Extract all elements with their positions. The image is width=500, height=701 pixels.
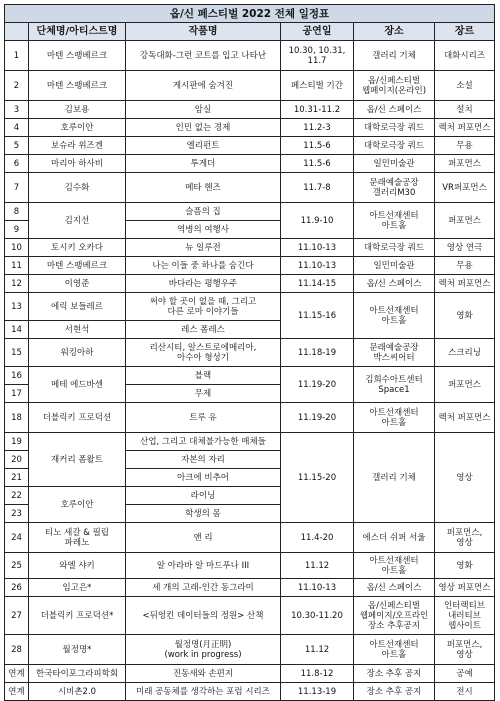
date-cell: 11.7-8 — [281, 173, 354, 203]
date-cell: 11.4-20 — [281, 523, 354, 553]
table-row — [5, 155, 495, 173]
genre-cell: 퍼포먼스 — [435, 367, 495, 403]
row-number: 20 — [5, 451, 29, 469]
table-row — [5, 403, 495, 433]
work-cell: 엘리펀트 — [126, 137, 281, 155]
artist-cell: 마텐 스팽베르크 — [29, 71, 126, 101]
date-cell: 11.8-12 — [281, 665, 354, 683]
artist-cell: 임고은* — [29, 579, 126, 597]
table-row — [5, 275, 495, 293]
work-cell: 산업, 그리고 대체불가능한 매체들 — [126, 433, 281, 451]
venue-cell: 대학로극장 쿼드 — [354, 239, 435, 257]
artist-cell: 김수화 — [29, 173, 126, 203]
date-cell: 10.30-11.20 — [281, 597, 354, 635]
row-number: 23 — [5, 505, 29, 523]
row-number: 22 — [5, 487, 29, 505]
genre-cell: 설치 — [435, 101, 495, 119]
work-cell: 자본의 자리 — [126, 451, 281, 469]
header-venue: 장소 — [354, 23, 435, 41]
work-cell: 슬픔의 집 — [126, 203, 281, 221]
venue-cell: 대학로극장 쿼드 — [354, 137, 435, 155]
genre-cell: 영상 연극 — [435, 239, 495, 257]
work-cell: 나는 이들 중 하나를 숨긴다 — [126, 257, 281, 275]
artist-cell: 티노 세갈 & 필립 파레노 — [29, 523, 126, 553]
work-cell: 인민 없는 경제 — [126, 119, 281, 137]
artist-cell: 김지선 — [29, 203, 126, 239]
row-number: 28 — [5, 635, 29, 665]
venue-cell: 옵/신 스페이스 — [354, 275, 435, 293]
work-cell: 세 개의 고래-인간 동그라미 — [126, 579, 281, 597]
venue-cell: 아트선재센터 아트홀 — [354, 203, 435, 239]
row-number: 27 — [5, 597, 29, 635]
date-cell: 11.19-20 — [281, 403, 354, 433]
table-row — [5, 339, 495, 367]
artist-cell: 토시키 오카다 — [29, 239, 126, 257]
genre-cell: 퍼포먼스, 영상 — [435, 523, 495, 553]
artist-cell: 에릭 보들레르 — [29, 293, 126, 321]
table-row — [5, 579, 495, 597]
work-cell: 트루 유 — [126, 403, 281, 433]
venue-cell: 갤러리 기체 — [354, 41, 435, 71]
date-cell: 11.13-19 — [281, 683, 354, 701]
work-cell: 리산시티, 알스트로에메리아, 아수아 형성기 — [126, 339, 281, 367]
venue-cell: 갤러리 기체 — [354, 433, 435, 523]
row-number: 4 — [5, 119, 29, 137]
work-cell: 앤 리 — [126, 523, 281, 553]
date-cell: 페스티벌 기간 — [281, 71, 354, 101]
genre-cell: 퍼포먼스 — [435, 203, 495, 239]
row-number: 15 — [5, 339, 29, 367]
artist-cell: 와엘 샤키 — [29, 553, 126, 579]
artist-cell: 재커리 폼왈트 — [29, 433, 126, 487]
date-cell: 10.30, 10.31, 11.7 — [281, 41, 354, 71]
genre-cell: 영화 — [435, 293, 495, 339]
artist-cell: 워킹아하 — [29, 339, 126, 367]
row-number: 24 — [5, 523, 29, 553]
artist-cell: 호루이안 — [29, 119, 126, 137]
work-cell: 미래 공동체를 생각하는 포럼 시리즈 — [126, 683, 281, 701]
row-number: 11 — [5, 257, 29, 275]
header-artist: 단체명/아티스트명 — [29, 23, 126, 41]
row-number: 8 — [5, 203, 29, 221]
artist-cell: 메테 에드바센 — [29, 367, 126, 403]
row-number: 12 — [5, 275, 29, 293]
row-number: 2 — [5, 71, 29, 101]
venue-cell: 문래예술공장 박스씨어터 — [354, 339, 435, 367]
genre-cell: 무용 — [435, 257, 495, 275]
table-row — [5, 665, 495, 683]
row-number: 17 — [5, 385, 29, 403]
date-cell: 11.18-19 — [281, 339, 354, 367]
work-cell: 레스 폼레스 — [126, 321, 281, 339]
table-row — [5, 203, 495, 221]
row-number: 26 — [5, 579, 29, 597]
work-cell: 블랙 — [126, 367, 281, 385]
row-number: 19 — [5, 433, 29, 451]
table-row — [5, 433, 495, 451]
genre-cell: 영화 — [435, 553, 495, 579]
header-number — [5, 23, 29, 41]
date-cell: 11.12 — [281, 553, 354, 579]
table-row — [5, 597, 495, 635]
date-cell: 11.9-10 — [281, 203, 354, 239]
row-number: 9 — [5, 221, 29, 239]
work-cell: 아크에 비추어 — [126, 469, 281, 487]
genre-cell: 영상 — [435, 433, 495, 523]
title-row — [5, 5, 495, 23]
genre-cell: 대화시리즈 — [435, 41, 495, 71]
date-cell: 11.12 — [281, 635, 354, 665]
work-cell: 바다라는 평행우주 — [126, 275, 281, 293]
artist-cell: 서현석 — [29, 321, 126, 339]
work-cell: 역병의 여행사 — [126, 221, 281, 239]
venue-cell: 옵/신페스티벌 웹페이지/오프라인 장소 추후공지 — [354, 597, 435, 635]
row-number: 16 — [5, 367, 29, 385]
row-number: 13 — [5, 293, 29, 321]
row-number: 5 — [5, 137, 29, 155]
genre-cell: 퍼포먼스, 영상 — [435, 635, 495, 665]
table-row — [5, 137, 495, 155]
table-title: 옵/신 페스티벌 2022 전체 일정표 — [5, 5, 495, 23]
header-genre: 장르 — [435, 23, 495, 41]
venue-cell: 장소 추후 공지 — [354, 683, 435, 701]
date-cell: 11.5-6 — [281, 137, 354, 155]
row-number: 6 — [5, 155, 29, 173]
work-cell: 학생의 몸 — [126, 505, 281, 523]
table-row — [5, 683, 495, 701]
venue-cell: 옵/신 스페이스 — [354, 101, 435, 119]
genre-cell: 공예 — [435, 665, 495, 683]
artist-cell: 이영준 — [29, 275, 126, 293]
work-cell: 메타 헨즈 — [126, 173, 281, 203]
work-cell: 진동새와 손편지 — [126, 665, 281, 683]
work-cell: 강독대화-그런 코트를 입고 나타난 — [126, 41, 281, 71]
date-cell: 11.10-13 — [281, 257, 354, 275]
genre-cell: 전시 — [435, 683, 495, 701]
artist-cell: 더블릭키 프로덕션* — [29, 597, 126, 635]
row-number: 연계 — [5, 665, 29, 683]
artist-cell: 더블릭키 프로덕션 — [29, 403, 126, 433]
table-row — [5, 119, 495, 137]
work-cell: 뉴 일루전 — [126, 239, 281, 257]
artist-cell: 호루이안 — [29, 487, 126, 523]
genre-cell: 퍼포먼스 — [435, 155, 495, 173]
row-number: 14 — [5, 321, 29, 339]
date-cell: 11.10-13 — [281, 579, 354, 597]
date-cell: 11.5-6 — [281, 155, 354, 173]
schedule-sheet — [4, 4, 495, 701]
venue-cell: 일민미술관 — [354, 257, 435, 275]
venue-cell: 아트선재센터 아트홀 — [354, 635, 435, 665]
genre-cell: 렉처 퍼포먼스 — [435, 275, 495, 293]
table-row — [5, 173, 495, 203]
work-cell: 게시판에 숨겨진 — [126, 71, 281, 101]
date-cell: 11.19-20 — [281, 367, 354, 403]
header-date: 공연일 — [281, 23, 354, 41]
work-cell: 라이닝 — [126, 487, 281, 505]
venue-cell: 아트선재센터 아트홀 — [354, 403, 435, 433]
venue-cell: 옵/신페스티벌 웹페이지(온라인) — [354, 71, 435, 101]
header-work: 작품명 — [126, 23, 281, 41]
work-cell: 월정명(月正明) (work in progress) — [126, 635, 281, 665]
table-row — [5, 101, 495, 119]
genre-cell: 스크리닝 — [435, 339, 495, 367]
genre-cell: 렉처 퍼포먼스 — [435, 119, 495, 137]
work-cell: 무제 — [126, 385, 281, 403]
genre-cell: 렉처 퍼포먼스 — [435, 403, 495, 433]
artist-cell: 김보용 — [29, 101, 126, 119]
row-number: 25 — [5, 553, 29, 579]
venue-cell: 대학로극장 쿼드 — [354, 119, 435, 137]
work-cell: 암실 — [126, 101, 281, 119]
schedule-table — [4, 4, 495, 701]
table-row — [5, 71, 495, 101]
artist-cell: 한국타이포그라피학회 — [29, 665, 126, 683]
row-number: 10 — [5, 239, 29, 257]
venue-cell: 아트선재센터 아트홀 — [354, 553, 435, 579]
work-cell: 써야 할 곳이 없을 때, 그리고 다른 로마 이야기들 — [126, 293, 281, 321]
venue-cell: 김희수아트센터 Space1 — [354, 367, 435, 403]
genre-cell: 인터랙티브 내러티브 웹사이트 — [435, 597, 495, 635]
table-row — [5, 41, 495, 71]
artist-cell: 보슈라 위즈겐 — [29, 137, 126, 155]
date-cell: 11.15-20 — [281, 433, 354, 523]
genre-cell: 영상 퍼포먼스 — [435, 579, 495, 597]
artist-cell: 마텐 스팽베르크 — [29, 41, 126, 71]
table-row — [5, 553, 495, 579]
table-row — [5, 523, 495, 553]
table-row — [5, 293, 495, 321]
row-number: 3 — [5, 101, 29, 119]
venue-cell: 장소 추후 공지 — [354, 665, 435, 683]
genre-cell: VR퍼포먼스 — [435, 173, 495, 203]
work-cell: 투게더 — [126, 155, 281, 173]
venue-cell: 아트선재센터 아트홀 — [354, 293, 435, 339]
table-row — [5, 635, 495, 665]
row-number: 18 — [5, 403, 29, 433]
header-row — [5, 23, 495, 41]
venue-cell: 문래예술공장 갤러리M30 — [354, 173, 435, 203]
row-number: 연계 — [5, 683, 29, 701]
genre-cell: 소설 — [435, 71, 495, 101]
artist-cell: 마리아 하사비 — [29, 155, 126, 173]
artist-cell: 월정명* — [29, 635, 126, 665]
date-cell: 11.2-3 — [281, 119, 354, 137]
date-cell: 11.14-15 — [281, 275, 354, 293]
genre-cell: 무용 — [435, 137, 495, 155]
date-cell: 11.10-13 — [281, 239, 354, 257]
work-cell: 알 아라바 알 마드푸나 III — [126, 553, 281, 579]
table-row — [5, 239, 495, 257]
venue-cell: 일민미술관 — [354, 155, 435, 173]
row-number: 1 — [5, 41, 29, 71]
table-row — [5, 367, 495, 385]
artist-cell: 마텐 스팽베르크 — [29, 257, 126, 275]
venue-cell: 옵/신 스페이스 — [354, 579, 435, 597]
venue-cell: 에스더 쉬퍼 서울 — [354, 523, 435, 553]
row-number: 21 — [5, 469, 29, 487]
artist-cell: 시비촌2.0 — [29, 683, 126, 701]
table-row — [5, 257, 495, 275]
date-cell: 11.15-16 — [281, 293, 354, 339]
work-cell: <뒤엉킨 데이터들의 정원> 산책 — [126, 597, 281, 635]
date-cell: 10.31-11.2 — [281, 101, 354, 119]
row-number: 7 — [5, 173, 29, 203]
